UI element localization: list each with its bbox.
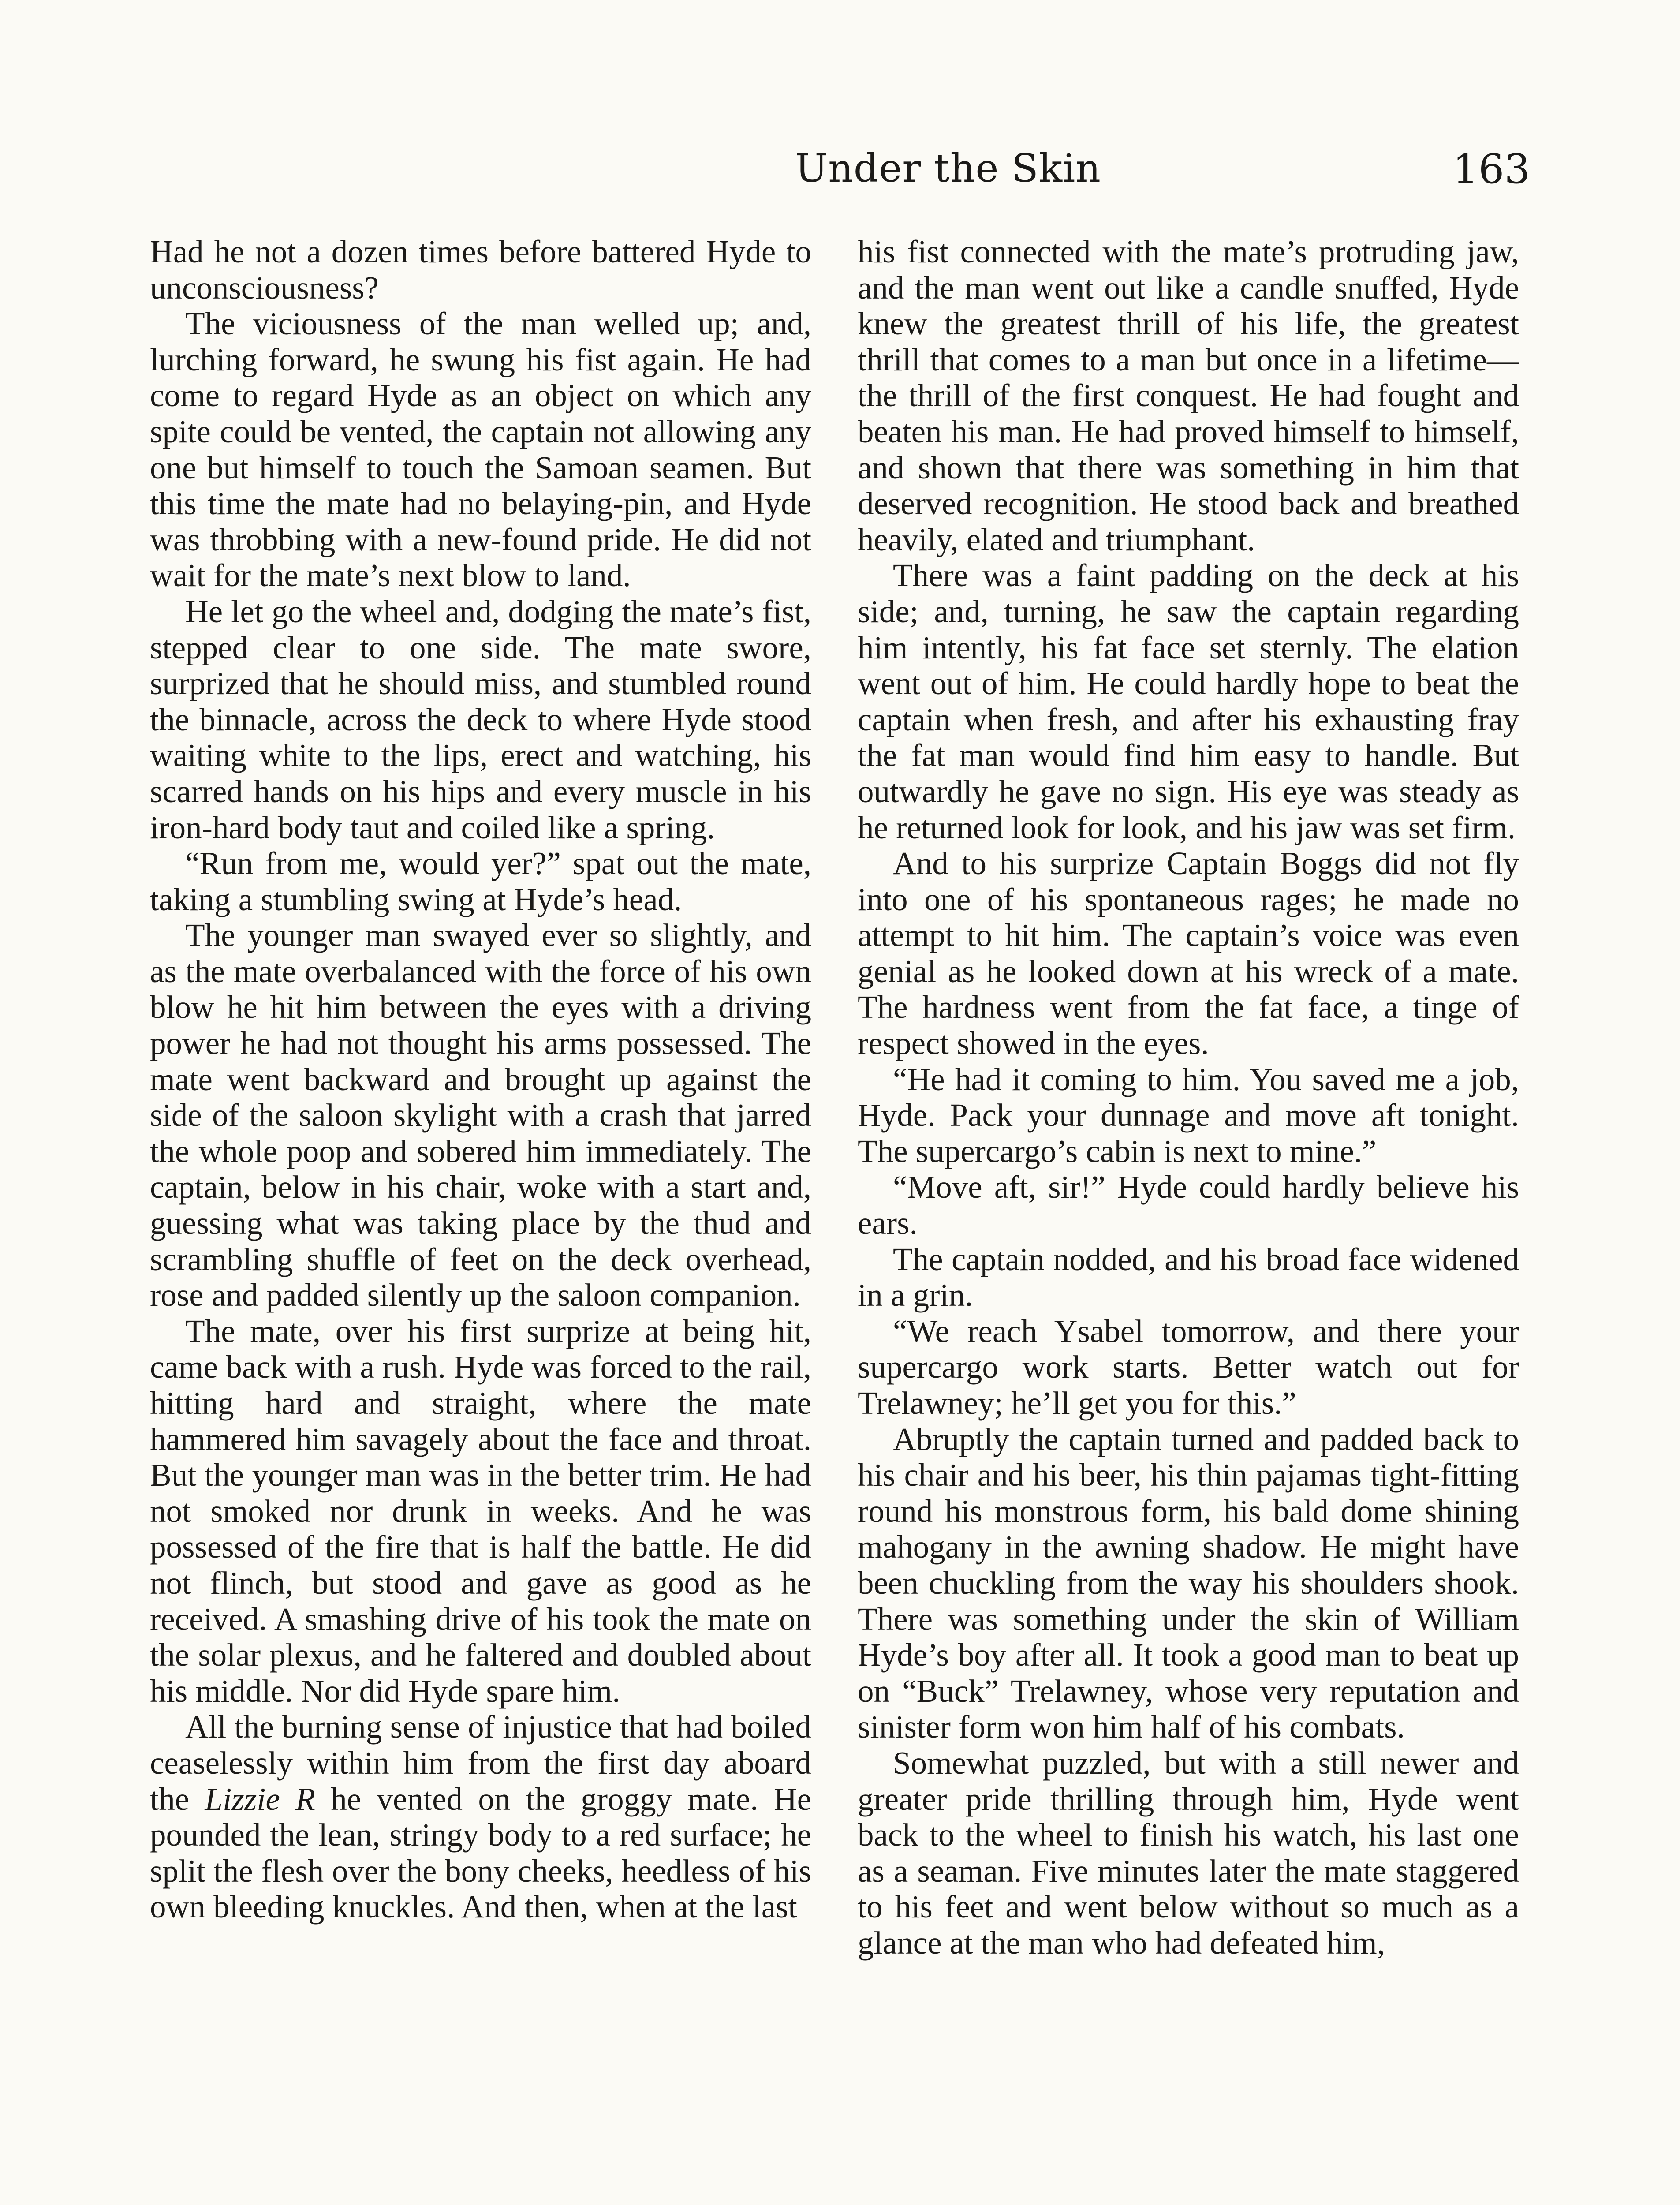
paragraph: And to his surprize Captain Boggs did not fly into one of his spontaneous rages; he made no attempt to hit him. The captain’s voice was even genial as he looked down at his wreck of a mate. The hardness went from the fat face, a tinge of respect showed in the eyes.: [858, 845, 1519, 1061]
running-title: Under the Skin: [795, 146, 1101, 191]
paragraph: “He had it coming to him. You saved me a job, Hyde. Pack your dunnage and move aft tonight. The supercargo’s cabin is next to mine.”: [858, 1061, 1519, 1169]
paragraph: [150, 1709, 811, 1925]
ship-name: Lizzie R: [205, 1781, 315, 1817]
text-run: he vented on the groggy mate. He pounded the lean, stringy body to a red surface; he split the flesh over the bony cheeks, heedless of his own bleeding knuckles. And then, when at the last: [150, 1781, 811, 1925]
paragraph: “Run from me, would yer?” spat out the mate, taking a stumbling swing at Hyde’s head.: [150, 845, 811, 917]
text-run: All the burning sense of injustice that had boiled ceaselessly within him from the first day aboard the: [150, 1709, 811, 1817]
paragraph-continuation: his fist connected with the mate’s protruding jaw, and the man went out like a candle snuffed, Hyde knew the greatest thrill of his life, the greatest thrill that comes to a man but once in a lifetime—the thrill of the first conquest. He had fought and beaten his man. He had proved himself to himself, and shown that there was something in him that deserved recognition. He stood back and breathed heavily, elated and triumphant.: [858, 234, 1519, 557]
paragraph: The captain nodded, and his broad face widened in a grin.: [858, 1241, 1519, 1313]
right-text-column: [858, 234, 1519, 1961]
paragraph: “Move aft, sir!” Hyde could hardly believe his ears.: [858, 1169, 1519, 1241]
paragraph: He let go the wheel and, dodging the mate’s fist, stepped clear to one side. The mate swore, surprized that he should miss, and stumbled round the binnacle, across the deck to where Hyde stood waiting white to the lips, erect and watching, his scarred hands on his hips and every muscle in his iron-hard body taut and coiled like a spring.: [150, 593, 811, 845]
paragraph: The mate, over his first surprize at being hit, came back with a rush. Hyde was forced to the rail, hitting hard and straight, where the mate hammered him savagely about the face and throat. But the younger man was in the better trim. He had not smoked nor drunk in weeks. And he was possessed of the fire that is half the battle. He did not flinch, but stood and gave as good as he received. A smashing drive of his took the mate on the solar plexus, and he faltered and doubled about his middle. Nor did Hyde spare him.: [150, 1313, 811, 1709]
page-number: 163: [1452, 146, 1530, 193]
left-text-column: [150, 234, 811, 1925]
paragraph: Abruptly the captain turned and padded back to his chair and his beer, his thin pajamas tight-fitting round his monstrous form, his bald dome shining mahogany in the awning shadow. He might have been chuckling from the way his shoulders shook. There was something under the skin of William Hyde’s boy after all. It took a good man to beat up on “Buck” Trelawney, whose very reputation and sinister form won him half of his combats.: [858, 1421, 1519, 1745]
paragraph: Somewhat puzzled, but with a still newer and greater pride thrilling through him, Hyde went back to the wheel to finish his watch, his last one as a seaman. Five minutes later the mate staggered to his feet and went below without so much as a glance at the man who had defeated him,: [858, 1745, 1519, 1961]
paragraph: There was a faint padding on the deck at his side; and, turning, he saw the captain regarding him intently, his fat face set sternly. The elation went out of him. He could hardly hope to beat the captain when fresh, and after his exhausting fray the fat man would find him easy to handle. But outwardly he gave no sign. His eye was steady as he returned look for look, and his jaw was set firm.: [858, 557, 1519, 845]
paragraph: Had he not a dozen times before battered Hyde to unconsciousness?: [150, 234, 811, 306]
paragraph: The viciousness of the man welled up; and, lurching forward, he swung his fist again. He had come to regard Hyde as an object on which any spite could be vented, the captain not allowing any one but himself to touch the Samoan seamen. But this time the mate had no belaying-pin, and Hyde was throbbing with a new-found pride. He did not wait for the mate’s next blow to land.: [150, 306, 811, 594]
paragraph: The younger man swayed ever so slightly, and as the mate overbalanced with the force of his own blow he hit him between the eyes with a driving power he had not thought his arms possessed. The mate went backward and brought up against the side of the saloon skylight with a crash that jarred the whole poop and sobered him immediately. The captain, below in his chair, woke with a start and, guessing what was taking place by the thud and scrambling shuffle of feet on the deck overhead, rose and padded silently up the saloon companion.: [150, 917, 811, 1313]
paragraph: “We reach Ysabel tomorrow, and there your supercargo work starts. Better watch out for Trelawney; he’ll get you for this.”: [858, 1313, 1519, 1421]
